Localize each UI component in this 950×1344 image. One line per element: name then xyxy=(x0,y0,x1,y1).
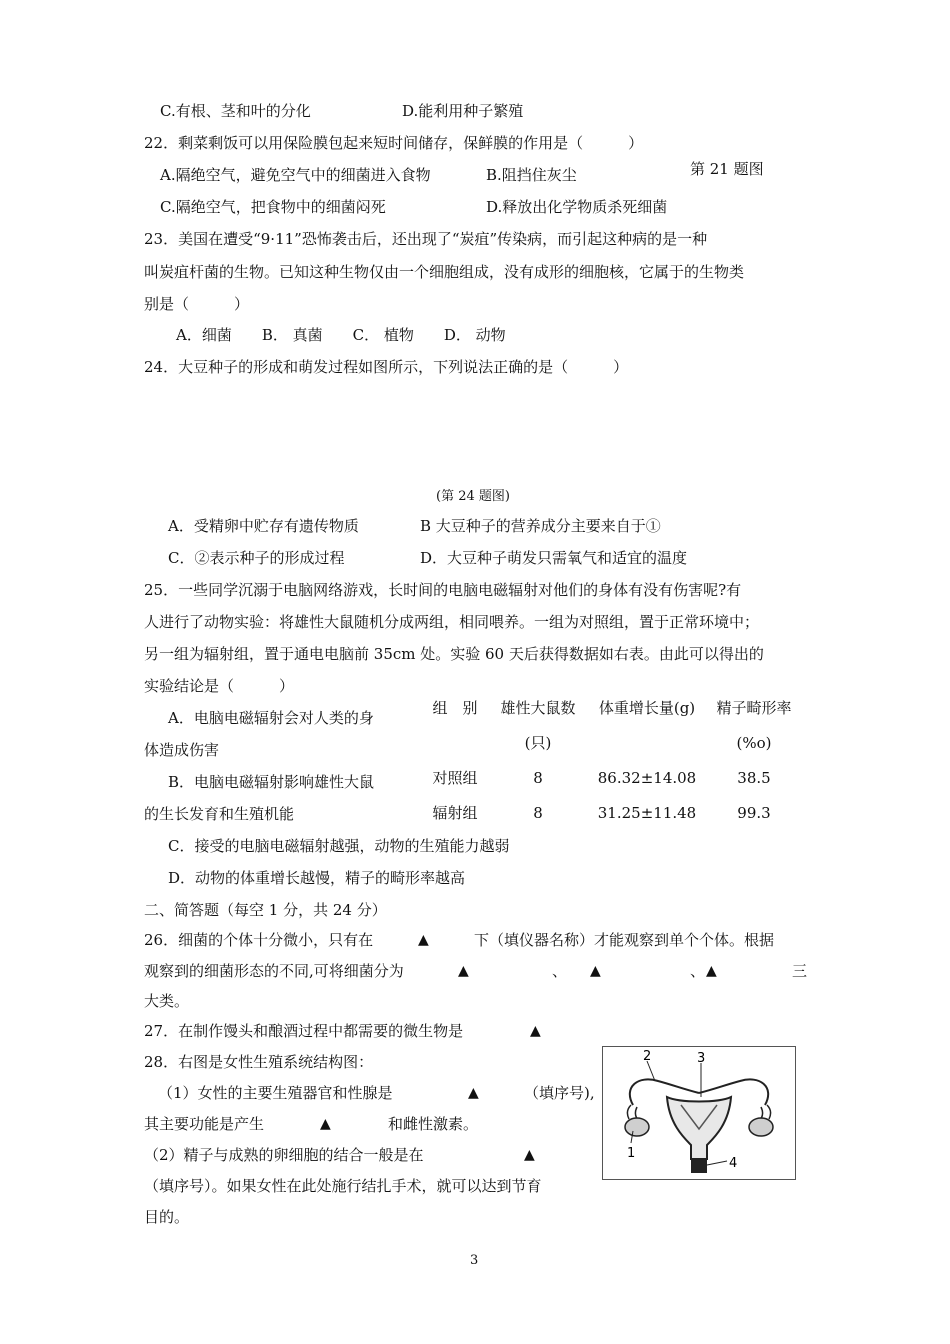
q28-part-1-suffix: （填序号), xyxy=(524,1084,595,1102)
table-unit-cell xyxy=(586,725,708,760)
q25-option-c: C．接受的电脑电磁辐射越强，动物的生殖能力越弱 xyxy=(168,837,510,855)
blank-marker: ▲ xyxy=(458,963,469,979)
q24-option-b: B 大豆种子的营养成分主要来自于① xyxy=(420,517,661,535)
figure-label: 3 xyxy=(697,1051,706,1066)
figure-label: 2 xyxy=(643,1049,652,1064)
female-reproductive-system-figure xyxy=(602,1046,796,1180)
q21-option-c: C.有根、茎和叶的分化 xyxy=(160,102,311,120)
q25-option-b-line-2: 的生长发育和生殖机能 xyxy=(144,805,295,823)
table-header-cell: 雄性大鼠数 xyxy=(500,699,576,717)
table-unit-cell xyxy=(420,725,490,760)
q26-text-4: 大类。 xyxy=(144,992,190,1010)
table-unit-row xyxy=(420,725,800,760)
table-cell: 8 xyxy=(533,803,543,822)
q22-stem: 22．剩菜剩饭可以用保险膜包起来短时间储存，保鲜膜的作用是（ ） xyxy=(144,134,644,152)
q25-line-4: 实验结论是（ ） xyxy=(144,677,295,695)
q24-figure-caption: (第 24 题图) xyxy=(436,489,510,504)
q26-separator: 、 xyxy=(552,962,568,980)
q28-part-1-end: 和雌性激素。 xyxy=(388,1115,479,1133)
q28-part-1-text: （1）女性的主要生殖器官和性腺是 xyxy=(158,1084,393,1102)
table-cell: 8 xyxy=(533,768,543,787)
q25-line-1: 25．一些同学沉溺于电脑网络游戏，长时间的电脑电磁辐射对他们的身体有没有伤害呢?有 xyxy=(144,581,742,599)
q24-option-a: A．受精卵中贮存有遗传物质 xyxy=(168,517,359,535)
q25-option-a-line-2: 体造成伤害 xyxy=(144,741,220,759)
q23-options: A．细菌 B． 真菌 C． 植物 D． 动物 xyxy=(176,326,506,344)
blank-marker: ▲ xyxy=(320,1116,331,1132)
q25-option-b-line-1: B．电脑电磁辐射影响雄性大鼠 xyxy=(168,773,375,791)
blank-marker: ▲ xyxy=(590,963,601,979)
blank-marker: ▲ xyxy=(468,1085,479,1101)
q25-option-a-line-1: A．电脑电磁辐射会对人类的身 xyxy=(168,709,374,727)
q24-option-d: D．大豆种子萌发只需氧气和适宜的温度 xyxy=(420,549,688,567)
q23-line-1: 23．美国在遭受“9·11”恐怖袭击后，还出现了“炭疽”传染病，而引起这种病的是一种 xyxy=(144,230,708,248)
figure-label: 4 xyxy=(729,1156,738,1171)
q28-part-1-line-2: 其主要功能是产生 xyxy=(144,1115,265,1133)
table-header-cell: 精子畸形率 xyxy=(716,699,792,717)
q25-data-table xyxy=(420,690,800,830)
figure-label: 1 xyxy=(627,1146,636,1161)
table-header-cell: 组 别 xyxy=(432,699,478,717)
table-cell: 31.25±11.48 xyxy=(597,803,697,822)
table-unit-cell: (只) xyxy=(524,734,552,752)
table-header-row xyxy=(420,690,800,725)
q22-option-a: A.隔绝空气，避免空气中的细菌进入食物 xyxy=(160,166,431,184)
q28-part-2-line-2: （填序号）。如果女性在此处施行结扎手术，就可以达到节育 xyxy=(144,1177,542,1195)
table-cell: 辐射组 xyxy=(432,804,478,822)
q28-part-2-text: （2）精子与成熟的卵细胞的结合一般是在 xyxy=(144,1146,424,1164)
table-row xyxy=(420,760,800,795)
q24-stem: 24．大豆种子的形成和萌发过程如图所示，下列说法正确的是（ ） xyxy=(144,358,629,376)
q24-option-c: C．②表示种子的形成过程 xyxy=(168,549,345,567)
table-cell: 对照组 xyxy=(432,769,478,787)
blank-marker: ▲ xyxy=(524,1147,535,1163)
q22-option-d: D.释放出化学物质杀死细菌 xyxy=(486,198,668,216)
q22-option-b: B.阻挡住灰尘 xyxy=(486,166,577,184)
q25-option-d: D．动物的体重增长越慢，精子的畸形率越高 xyxy=(168,869,466,887)
q28-stem: 28．右图是女性生殖系统结构图： xyxy=(144,1053,374,1071)
blank-marker: ▲ xyxy=(706,963,717,979)
q26-text-3: 观察到的细菌形态的不同,可将细菌分为 xyxy=(144,962,404,980)
table-unit-cell: (%o) xyxy=(736,733,772,752)
q21-option-d: D.能利用种子繁殖 xyxy=(402,102,524,120)
q22-option-c: C.隔绝空气，把食物中的细菌闷死 xyxy=(160,198,386,216)
uterus-diagram-icon xyxy=(603,1047,795,1179)
table-header-cell: 体重增长量(g) xyxy=(598,699,696,717)
q21-figure-caption: 第 21 题图 xyxy=(690,160,764,178)
section-2-title: 二、简答题（每空 1 分，共 24 分） xyxy=(144,901,387,919)
q26-text-1: 26．细菌的个体十分微小，只有在 xyxy=(144,931,374,949)
blank-marker: ▲ xyxy=(418,932,429,948)
table-row xyxy=(420,795,800,830)
table-cell: 86.32±14.08 xyxy=(597,768,697,787)
blank-marker: ▲ xyxy=(530,1023,541,1039)
q27-stem: 27．在制作馒头和酿酒过程中都需要的微生物是 xyxy=(144,1022,464,1040)
table-cell: 38.5 xyxy=(737,768,771,787)
q26-separator: 、 xyxy=(690,962,706,980)
q28-part-2-line-3: 目的。 xyxy=(144,1208,190,1226)
page-number: 3 xyxy=(470,1253,479,1268)
q26-end: 三 xyxy=(792,962,808,980)
table-cell: 99.3 xyxy=(737,803,771,822)
q23-line-3: 别是（ ） xyxy=(144,295,250,313)
q26-text-2: 下（填仪器名称）才能观察到单个个体。根据 xyxy=(474,931,775,949)
q25-line-2: 人进行了动物实验：将雄性大鼠随机分成两组，相同喂养。一组为对照组，置于正常环境中； xyxy=(144,613,760,631)
q23-line-2: 叫炭疽杆菌的生物。已知这种生物仅由一个细胞组成，没有成形的细胞核，它属于的生物类 xyxy=(144,263,745,281)
q25-line-3: 另一组为辐射组，置于通电电脑前 35cm 处。实验 60 天后获得数据如右表。由此可以得出的 xyxy=(144,645,764,663)
